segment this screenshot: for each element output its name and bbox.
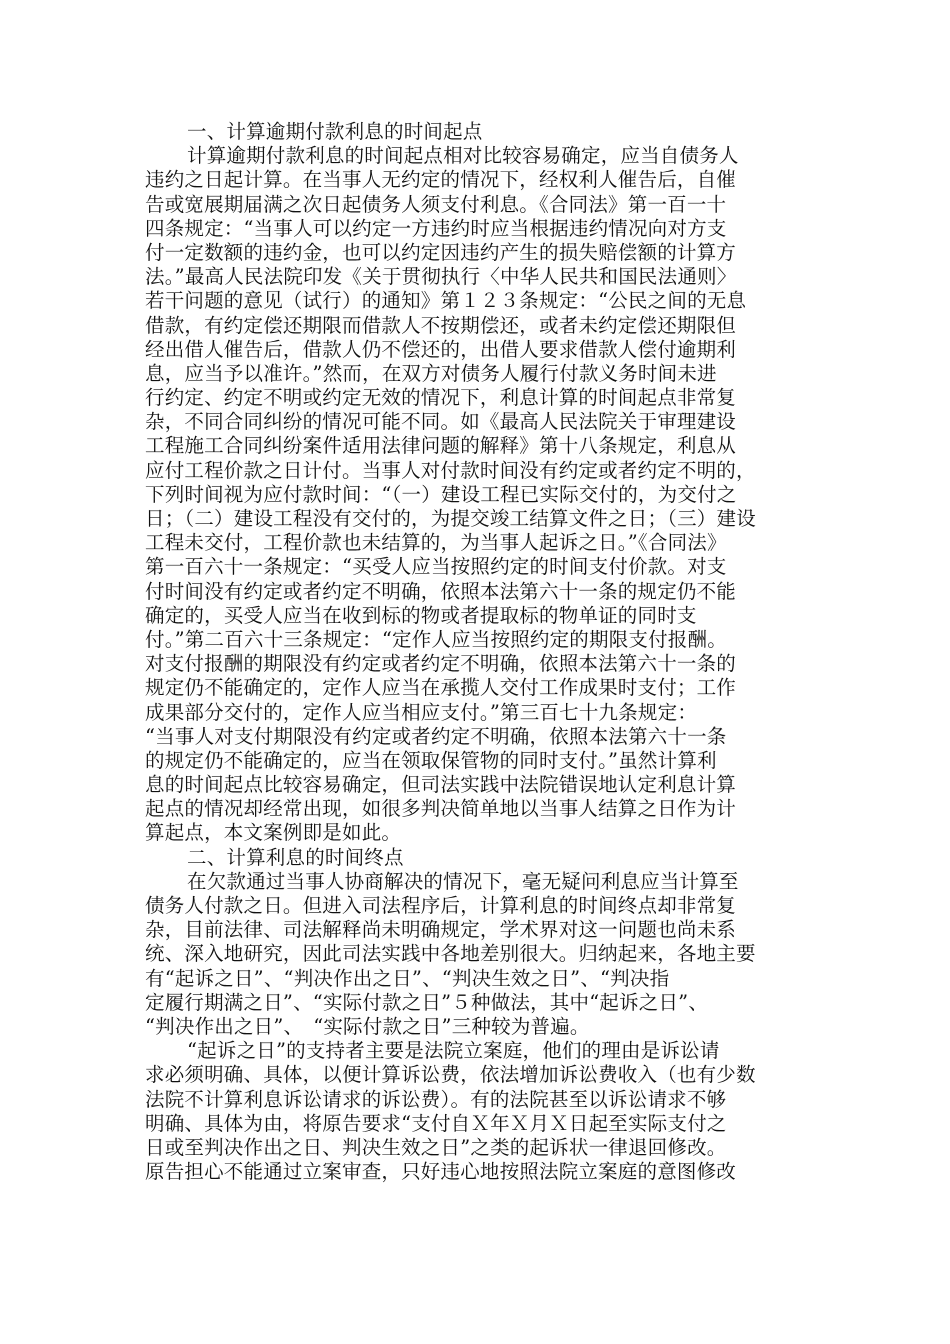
paragraph-line: 若干问题的意见（试行）的通知》第１２３条规定：“公民之间的无息 — [145, 289, 747, 313]
paragraph-line: “起诉之日”的支持者主要是法院立案庭，他们的理由是诉讼请 — [187, 1039, 720, 1063]
paragraph-line: 债务人付款之日。但进入司法程序后，计算利息的时间终点却非常复 — [145, 894, 737, 917]
paragraph-line: 对支付报酬的期限没有约定或者约定不明确，依照本法第六十一条的 — [145, 652, 737, 676]
paragraph-line: 付一定数额的违约金，也可以约定因违约产生的损失赔偿额的计算方 — [145, 240, 737, 264]
paragraph-line: 杂，不同合同纠纷的情况可能不同。如《最高人民法院关于审理建设 — [145, 410, 737, 434]
paragraph-line: 付。”第二百六十三条规定：“定作人应当按照约定的期限支付报酬。 — [145, 627, 727, 651]
paragraph-line: 有“起诉之日”、“判决作出之日”、“判决生效之日”、“判决指 — [145, 966, 670, 990]
paragraph-line: 付时间没有约定或者约定不明确，依照本法第六十一条的规定仍不能 — [145, 579, 737, 603]
paragraph-line: 行约定、约定不明或约定无效的情况下，利息计算的时间起点非常复 — [145, 386, 737, 410]
paragraph-line: 第一百六十一条规定：“买受人应当按照约定的时间支付价款。对支 — [145, 555, 727, 579]
paragraph-line: 经出借人催告后，借款人仍不偿还的，出借人要求借款人偿付逾期利 — [145, 337, 737, 361]
paragraph-line: 违约之日起计算。在当事人无约定的情况下，经权利人催告后，自催 — [145, 168, 737, 192]
paragraph-line: 原告担心不能通过立案审查，只好违心地按照法院立案庭的意图修改 — [145, 1160, 737, 1184]
paragraph-line: 借款，有约定偿还期限而借款人不按期偿还，或者未约定偿还期限但 — [145, 313, 737, 337]
paragraph-line: 告或宽展期届满之次日起债务人须支付利息。《合同法》第一百一十 — [145, 192, 727, 216]
section-heading-2: 二、计算利息的时间终点 — [187, 845, 404, 869]
paragraph-line: “判决作出之日”、 “实际付款之日”三种较为普遍。 — [145, 1014, 590, 1038]
paragraph-line: 息，应当予以准许。”然而，在双方对债务人履行付款义务时间未进 — [145, 361, 717, 385]
paragraph-line: 在欠款通过当事人协商解决的情况下，毫无疑问利息应当计算至 — [187, 869, 739, 893]
paragraph-line: 日；（二）建设工程没有交付的，为提交竣工结算文件之日；（三）建设 — [145, 507, 756, 530]
paragraph-line: 应付工程价款之日计付。当事人对付款时间没有约定或者约定不明的， — [145, 458, 756, 482]
paragraph-line: 成果部分交付的，定作人应当相应支付。”第三百七十九条规定： — [145, 700, 698, 724]
paragraph-line: 统、深入地研究，因此司法实践中各地差别很大。归纳起来，各地主要 — [145, 942, 756, 966]
paragraph-line: “当事人对支付期限没有约定或者约定不明确，依照本法第六十一条 — [145, 724, 727, 748]
paragraph-line: 杂，目前法律、司法解释尚未明确规定，学术界对这一问题也尚未系 — [145, 918, 737, 942]
paragraph-line: 明确、具体为由，将原告要求“支付自Ｘ年Ｘ月Ｘ日起至实际支付之 — [145, 1111, 727, 1135]
paragraph-line: 工程未交付，工程价款也未结算的，为当事人起诉之日。”《合同法》 — [145, 531, 727, 555]
paragraph-line: 的规定仍不能确定的，应当在领取保管物的同时支付。”虽然计算利 — [145, 748, 717, 772]
paragraph-line: 工程施工合同纠纷案件适用法律问题的解释》第十八条规定，利息从 — [145, 434, 737, 458]
section-heading-1: 一、计算逾期付款利息的时间起点 — [187, 120, 483, 143]
paragraph-line: 息的时间起点比较容易确定，但司法实践中法院错误地认定利息计算 — [145, 773, 737, 797]
paragraph-line: 四条规定：“当事人可以约定一方违约时应当根据违约情况向对方支 — [145, 216, 727, 240]
paragraph-line: 日或至判决作出之日、判决生效之日”之类的起诉状一律退回修改。 — [145, 1135, 727, 1159]
paragraph-line: 下列时间视为应付款时间：“（一）建设工程已实际交付的，为交付之 — [145, 482, 737, 506]
paragraph-line: 求必须明确、具体，以便计算诉讼费，依法增加诉讼费收入（也有少数 — [145, 1063, 756, 1087]
paragraph-line: 确定的，买受人应当在收到标的物或者提取标的物单证的同时支 — [145, 603, 697, 627]
paragraph-line: 法院不计算利息诉讼请求的诉讼费）。有的法院甚至以诉讼请求不够 — [145, 1087, 727, 1111]
paragraph-line: 起点的情况却经常出现，如很多判决简单地以当事人结算之日作为计 — [145, 797, 737, 821]
paragraph-line: 计算逾期付款利息的时间起点相对比较容易确定，应当自债务人 — [187, 144, 739, 168]
paragraph-line: 算起点，本文案例即是如此。 — [145, 821, 402, 845]
paragraph-line: 法。”最高人民法院印发《关于贯彻执行〈中华人民共和国民法通则〉 — [145, 265, 737, 289]
paragraph-line: 定履行期满之日”、“实际付款之日”５种做法，其中“起诉之日”、 — [145, 990, 709, 1014]
paragraph-line: 规定仍不能确定的，定作人应当在承揽人交付工作成果时支付；工作 — [145, 676, 737, 700]
document-body — [145, 120, 835, 1184]
